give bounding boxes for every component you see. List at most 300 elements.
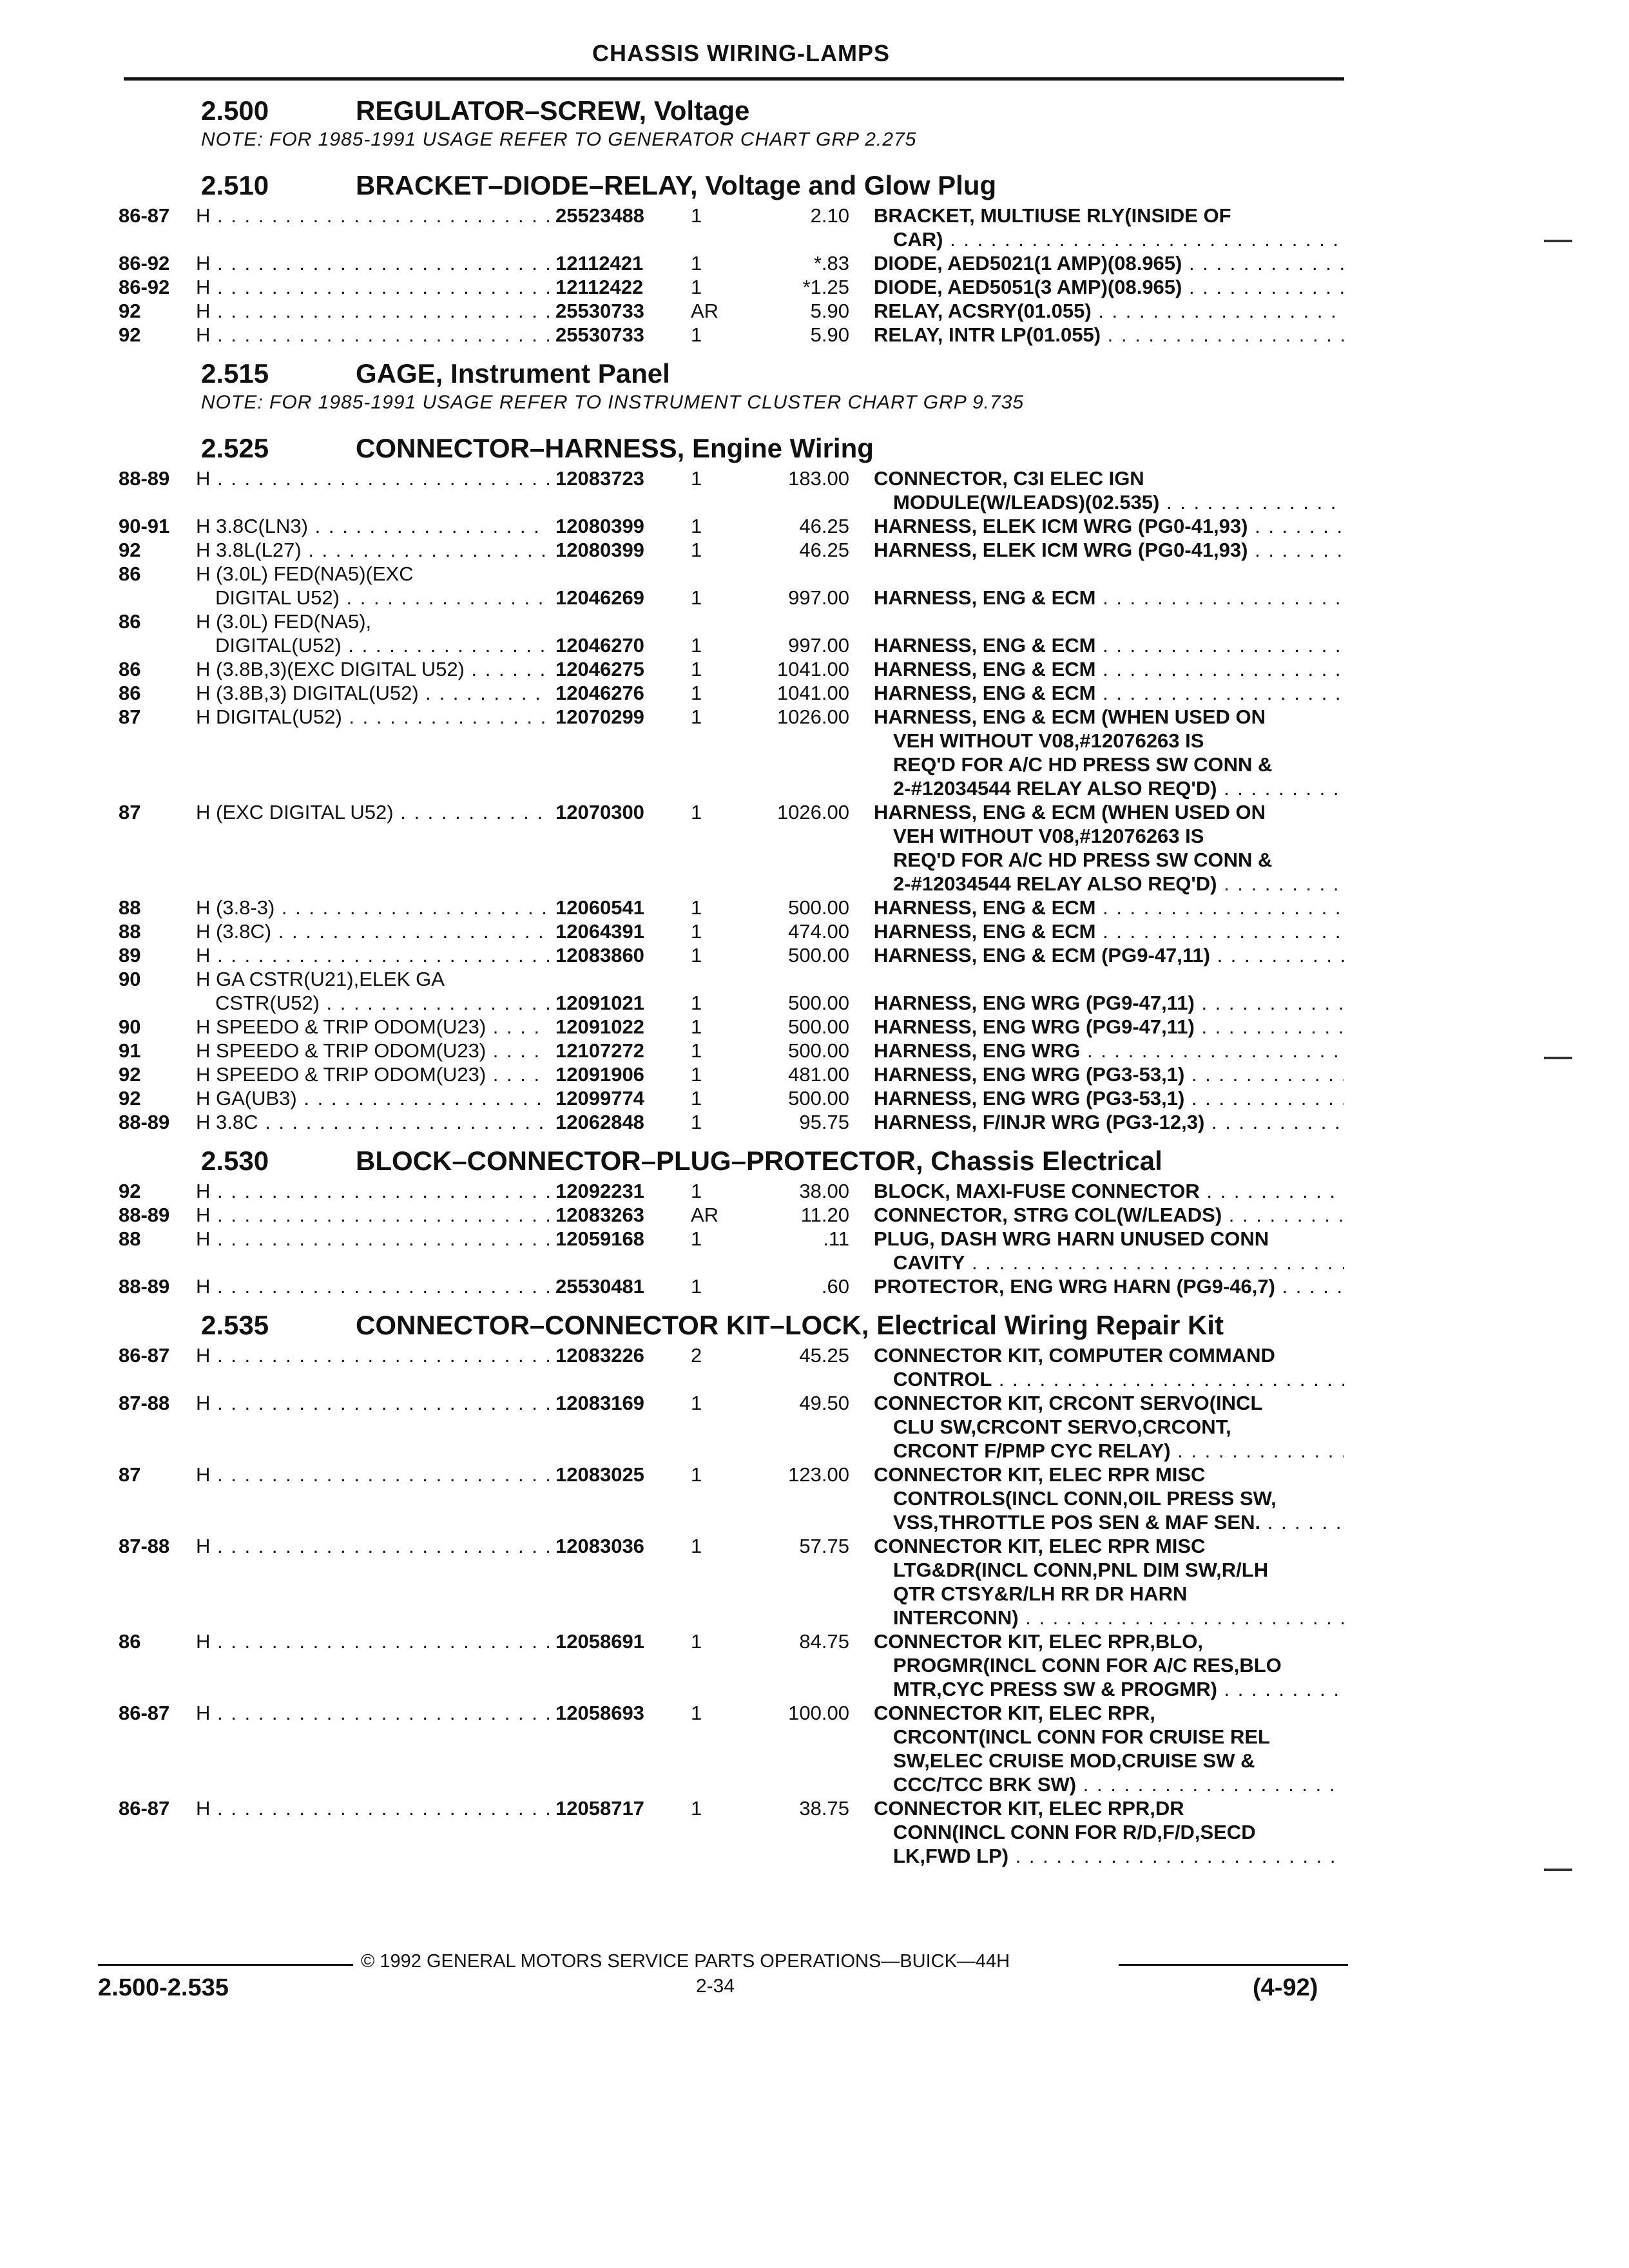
part-name-text: HARNESS, ELEK ICM WRG (PG0-41,93) xyxy=(874,515,1248,537)
part-name xyxy=(874,299,1344,323)
usage-description xyxy=(196,1039,549,1062)
part-row xyxy=(0,681,1629,705)
usage-description xyxy=(196,681,549,705)
part-name-line xyxy=(874,323,1344,347)
section-name-text: BRACKET–DIODE–RELAY, xyxy=(356,170,698,200)
part-name-text: MTR,CYC PRESS SW & PROGMR) xyxy=(893,1678,1217,1700)
part-name-line xyxy=(874,1534,1344,1558)
part-number: 25530733 xyxy=(555,300,644,322)
price: 474.00 xyxy=(788,920,849,943)
part-name-text: CONNECTOR, STRG COL(W/LEADS) xyxy=(874,1204,1222,1226)
part-name-text: CRCONT(INCL CONN FOR CRUISE REL xyxy=(893,1725,1270,1748)
part-name xyxy=(874,514,1344,538)
usage-text: H (3.0L) FED(NA5), xyxy=(196,610,372,633)
usage-text: H (3.8B,3) DIGITAL(U52) xyxy=(196,682,419,704)
part-name-text: CAR) xyxy=(893,228,943,251)
quantity: 1 xyxy=(691,1227,702,1250)
section-name xyxy=(356,95,749,126)
usage-line xyxy=(196,299,549,323)
usage-description xyxy=(196,1391,549,1415)
usage-text: H xyxy=(196,1180,211,1202)
usage-text: H xyxy=(196,276,211,298)
quantity: 1 xyxy=(691,1392,702,1414)
price: 49.50 xyxy=(799,1392,849,1414)
margin-tick-mark xyxy=(1544,1869,1572,1871)
part-name-line xyxy=(874,1203,1344,1227)
usage-text: DIGITAL(U52) xyxy=(215,634,342,657)
usage-line xyxy=(196,610,549,633)
usage-text: H xyxy=(196,204,211,227)
quantity: 1 xyxy=(691,586,702,609)
part-name-line xyxy=(874,872,1344,896)
part-name-text: CAVITY xyxy=(893,1251,965,1274)
part-name-text: PROTECTOR, ENG WRG HARN (PG9-46,7) xyxy=(874,1275,1275,1298)
price: .11 xyxy=(823,1227,849,1250)
part-number: 12080399 xyxy=(555,539,644,561)
part-name-line xyxy=(874,848,1344,872)
usage-line xyxy=(196,1463,549,1486)
part-name-line xyxy=(874,1039,1344,1062)
part-number: 12070300 xyxy=(555,801,644,823)
usage-line xyxy=(196,705,549,729)
part-row xyxy=(0,466,1629,514)
part-name-text: HARNESS, ENG & ECM (WHEN USED ON xyxy=(874,706,1266,728)
quantity: 1 xyxy=(691,944,702,966)
part-name-line xyxy=(874,1796,1344,1820)
usage-text: H (3.8B,3)(EXC DIGITAL U52) xyxy=(196,658,465,680)
part-name-text: HARNESS, ENG & ECM xyxy=(874,896,1096,919)
price: .60 xyxy=(821,1275,849,1298)
part-number: 12046276 xyxy=(555,682,644,704)
model-year: 88 xyxy=(119,1227,141,1250)
usage-description xyxy=(196,1629,549,1653)
usage-line xyxy=(196,1203,549,1227)
usage-text: H (3.8-3) xyxy=(196,896,275,919)
part-name-line xyxy=(874,824,1344,848)
price: 5.90 xyxy=(810,300,849,322)
part-name-text: LTG&DR(INCL CONN,PNL DIM SW,R/LH xyxy=(893,1559,1269,1581)
usage-text: CSTR(U52) xyxy=(215,992,320,1014)
part-name-text: HARNESS, ELEK ICM WRG (PG0-41,93) xyxy=(874,539,1248,561)
usage-description xyxy=(196,1701,549,1725)
part-row xyxy=(0,1227,1629,1274)
model-year: 92 xyxy=(119,300,141,322)
part-name xyxy=(874,1391,1344,1463)
part-name-line xyxy=(874,1749,1344,1773)
usage-text: H xyxy=(196,1630,211,1653)
part-row xyxy=(0,323,1629,347)
part-name-line xyxy=(874,1110,1344,1134)
part-number: 12058691 xyxy=(555,1630,644,1653)
part-name-text: HARNESS, ENG & ECM xyxy=(874,658,1096,680)
part-name xyxy=(874,1796,1344,1868)
model-year: 86 xyxy=(119,562,141,585)
part-name-line xyxy=(874,943,1344,967)
price: 481.00 xyxy=(788,1063,849,1086)
price: 183.00 xyxy=(788,467,849,490)
part-number: 12046275 xyxy=(555,658,644,680)
part-number: 12083025 xyxy=(555,1463,644,1486)
part-name-line xyxy=(874,1439,1344,1463)
usage-text: H xyxy=(196,1275,211,1298)
model-year: 90 xyxy=(119,968,141,990)
part-name-line xyxy=(874,1773,1344,1796)
part-name-text: REQ'D FOR A/C HD PRESS SW CONN & xyxy=(893,849,1273,871)
part-name-line xyxy=(874,1391,1344,1415)
part-name xyxy=(874,896,1344,919)
part-name-line xyxy=(874,896,1344,919)
model-year: 86-92 xyxy=(119,276,170,298)
part-name xyxy=(874,204,1344,251)
usage-text: H xyxy=(196,1204,211,1226)
part-name xyxy=(874,1110,1344,1134)
quantity: 1 xyxy=(691,896,702,919)
part-name xyxy=(874,1629,1344,1701)
price: 38.00 xyxy=(799,1180,849,1202)
usage-line xyxy=(196,681,549,705)
margin-tick-mark xyxy=(1544,240,1572,242)
model-year: 92 xyxy=(119,1180,141,1202)
usage-line xyxy=(196,275,549,299)
section-name-text: GAGE, xyxy=(356,358,443,389)
part-name xyxy=(874,1086,1344,1110)
part-row xyxy=(0,610,1629,657)
model-year: 86-87 xyxy=(119,1702,170,1724)
part-name xyxy=(874,1039,1344,1062)
part-row xyxy=(0,1015,1629,1039)
usage-description xyxy=(196,1203,549,1227)
price: 1041.00 xyxy=(776,682,849,704)
section-number: 2.535 xyxy=(201,1310,269,1340)
model-year: 87 xyxy=(119,1463,141,1486)
section-name-text: BLOCK–CONNECTOR–PLUG–PROTECTOR, xyxy=(356,1146,923,1176)
usage-line xyxy=(196,1701,549,1725)
price: 5.90 xyxy=(810,323,849,346)
part-name-text: CCC/TCC BRK SW) xyxy=(893,1773,1077,1796)
usage-line xyxy=(196,514,549,538)
model-year: 90 xyxy=(119,1015,141,1038)
part-name-line xyxy=(874,991,1344,1015)
usage-description xyxy=(196,514,549,538)
header-rule xyxy=(124,77,1344,81)
usage-description xyxy=(196,204,549,227)
usage-line xyxy=(196,1274,549,1298)
part-name-line xyxy=(874,1820,1344,1844)
part-name xyxy=(874,633,1344,657)
section-note: NOTE: FOR 1985-1991 USAGE REFER TO INSTRUMENT CLUSTER CHART GRP 9.735 xyxy=(201,392,1025,413)
part-number: 12112421 xyxy=(555,252,644,274)
part-name-line xyxy=(874,776,1344,800)
quantity: 1 xyxy=(691,1630,702,1653)
part-name-text: RELAY, ACSRY(01.055) xyxy=(874,300,1092,322)
usage-line xyxy=(196,896,549,919)
part-name-line xyxy=(874,1844,1344,1868)
part-row xyxy=(0,1343,1629,1391)
part-name-text: HARNESS, ENG & ECM (WHEN USED ON xyxy=(874,801,1266,823)
part-number: 12058717 xyxy=(555,1797,644,1820)
usage-description xyxy=(196,657,549,681)
part-row xyxy=(0,967,1629,1015)
part-name xyxy=(874,466,1344,514)
usage-description xyxy=(196,323,549,347)
section-number: 2.525 xyxy=(201,433,269,463)
quantity: 1 xyxy=(691,467,702,490)
quantity: AR xyxy=(691,300,719,322)
part-name-text: PROGMR(INCL CONN FOR A/C RES,BLO xyxy=(893,1654,1282,1677)
part-name-line xyxy=(874,586,1344,610)
price: *.83 xyxy=(813,252,849,274)
model-year: 88 xyxy=(119,920,141,943)
usage-text: H xyxy=(196,944,211,966)
page-header-title: CHASSIS WIRING-LAMPS xyxy=(592,40,890,66)
model-year: 87 xyxy=(119,706,141,728)
part-name-line xyxy=(874,514,1344,538)
part-name-text: DIODE, AED5051(3 AMP)(08.965) xyxy=(874,276,1182,298)
part-name-text: DIODE, AED5021(1 AMP)(08.965) xyxy=(874,252,1182,274)
usage-text: DIGITAL U52) xyxy=(215,586,340,609)
quantity: 1 xyxy=(691,323,702,346)
section-name xyxy=(356,170,996,201)
quantity: 1 xyxy=(691,1535,702,1557)
part-name-text: QTR CTSY&R/LH RR DR HARN xyxy=(893,1582,1188,1605)
usage-description xyxy=(196,896,549,919)
usage-description xyxy=(196,943,549,967)
part-name-line xyxy=(874,275,1344,299)
usage-text: H 3.8C xyxy=(196,1111,258,1133)
part-name-line xyxy=(874,800,1344,824)
part-name xyxy=(874,1062,1344,1086)
quantity: 1 xyxy=(691,252,702,274)
part-row xyxy=(0,943,1629,967)
part-name-line xyxy=(874,1179,1344,1203)
usage-line xyxy=(196,1110,549,1134)
usage-line xyxy=(196,538,549,562)
quantity: 1 xyxy=(691,1063,702,1086)
price: 38.75 xyxy=(799,1797,849,1820)
part-name-text: CONTROL xyxy=(893,1368,992,1390)
usage-description xyxy=(196,1463,549,1486)
price: 500.00 xyxy=(788,896,849,919)
part-name-text: HARNESS, ENG WRG (PG3-53,1) xyxy=(874,1063,1185,1086)
part-name xyxy=(874,991,1344,1015)
price: *1.25 xyxy=(802,276,849,298)
footer-rule-right xyxy=(1119,1964,1348,1966)
part-number: 12064391 xyxy=(555,920,644,943)
usage-text: H xyxy=(196,1463,211,1486)
part-name-line xyxy=(874,538,1344,562)
usage-text: H DIGITAL(U52) xyxy=(196,706,342,728)
model-year: 86 xyxy=(119,1630,141,1653)
part-name-line xyxy=(874,251,1344,275)
model-year: 88-89 xyxy=(119,1204,170,1226)
usage-text: H GA(UB3) xyxy=(196,1087,297,1110)
usage-line xyxy=(196,1015,549,1039)
usage-text: H xyxy=(196,323,211,346)
usage-line xyxy=(196,1039,549,1062)
part-row xyxy=(0,1796,1629,1868)
part-number: 12091022 xyxy=(555,1015,644,1038)
price: 500.00 xyxy=(788,992,849,1014)
quantity: 1 xyxy=(691,634,702,657)
part-name-text: CONNECTOR KIT, ELEC RPR, xyxy=(874,1702,1155,1724)
usage-line xyxy=(196,323,549,347)
part-name-text: VEH WITHOUT V08,#12076263 IS xyxy=(893,729,1204,752)
part-name-line xyxy=(874,1653,1344,1677)
quantity: 1 xyxy=(691,1180,702,1202)
part-name xyxy=(874,943,1344,967)
quantity: 1 xyxy=(691,276,702,298)
part-name-line xyxy=(874,1629,1344,1653)
quantity: 1 xyxy=(691,204,702,227)
part-name-text: VEH WITHOUT V08,#12076263 IS xyxy=(893,825,1204,847)
usage-line xyxy=(196,633,549,657)
usage-line xyxy=(196,1062,549,1086)
part-number: 12060541 xyxy=(555,896,644,919)
part-name-line xyxy=(874,466,1344,490)
quantity: 1 xyxy=(691,801,702,823)
usage-description xyxy=(196,919,549,943)
part-name xyxy=(874,1203,1344,1227)
part-name-line xyxy=(874,227,1344,251)
quantity: 1 xyxy=(691,1087,702,1110)
usage-description xyxy=(196,299,549,323)
part-name-text: LK,FWD LP) xyxy=(893,1845,1009,1867)
part-name-text: HARNESS, ENG & ECM xyxy=(874,682,1096,704)
quantity: 1 xyxy=(691,1463,702,1486)
model-year: 86 xyxy=(119,658,141,680)
part-number: 12092231 xyxy=(555,1180,644,1202)
part-name-text: HARNESS, F/INJR WRG (PG3-12,3) xyxy=(874,1111,1205,1133)
part-row xyxy=(0,1629,1629,1701)
model-year: 88 xyxy=(119,896,141,919)
part-name-text: HARNESS, ENG WRG (PG9-47,11) xyxy=(874,992,1195,1014)
usage-description xyxy=(196,800,549,824)
usage-line xyxy=(196,919,549,943)
model-year: 88-89 xyxy=(119,467,170,490)
quantity: AR xyxy=(691,1204,719,1226)
part-number: 12062848 xyxy=(555,1111,644,1133)
usage-text: H xyxy=(196,1227,211,1250)
model-year: 90-91 xyxy=(119,515,170,537)
usage-text: H xyxy=(196,300,211,322)
usage-text: H xyxy=(196,1797,211,1820)
part-name-text: CONNECTOR KIT, COMPUTER COMMAND xyxy=(874,1344,1275,1367)
usage-description xyxy=(196,1343,549,1367)
part-name-line xyxy=(874,681,1344,705)
part-number: 12083723 xyxy=(555,467,644,490)
part-name-line xyxy=(874,1343,1344,1367)
part-row xyxy=(0,1274,1629,1298)
part-row xyxy=(0,657,1629,681)
usage-line xyxy=(196,943,549,967)
part-name xyxy=(874,1015,1344,1039)
part-name-text: HARNESS, ENG & ECM xyxy=(874,920,1096,943)
model-year: 92 xyxy=(119,1063,141,1086)
part-name-line xyxy=(874,919,1344,943)
model-year: 86-92 xyxy=(119,252,170,274)
quantity: 1 xyxy=(691,1015,702,1038)
part-name-text: BRACKET, MULTIUSE RLY(INSIDE OF xyxy=(874,204,1231,227)
part-row xyxy=(0,705,1629,800)
part-row xyxy=(0,1110,1629,1134)
price: 123.00 xyxy=(788,1463,849,1486)
part-number: 12058693 xyxy=(555,1702,644,1724)
usage-description xyxy=(196,1796,549,1820)
price: 500.00 xyxy=(788,944,849,966)
model-year: 86-87 xyxy=(119,1344,170,1367)
part-name xyxy=(874,681,1344,705)
model-year: 86 xyxy=(119,682,141,704)
usage-line xyxy=(196,800,549,824)
part-name-text: CONN(INCL CONN FOR R/D,F/D,SECD xyxy=(893,1821,1256,1843)
usage-line xyxy=(196,1629,549,1653)
part-name-text: HARNESS, ENG WRG (PG3-53,1) xyxy=(874,1087,1185,1110)
part-name xyxy=(874,1343,1344,1391)
part-name-line xyxy=(874,1015,1344,1039)
part-row xyxy=(0,1179,1629,1203)
part-row xyxy=(0,562,1629,610)
part-row xyxy=(0,1534,1629,1629)
usage-description xyxy=(196,538,549,562)
section-name xyxy=(356,433,874,464)
usage-description xyxy=(196,705,549,729)
part-name-line xyxy=(874,1510,1344,1534)
part-name-text: HARNESS, ENG & ECM (PG9-47,11) xyxy=(874,944,1210,966)
part-number: 25523488 xyxy=(555,204,644,227)
usage-description xyxy=(196,1227,549,1251)
usage-line xyxy=(196,1086,549,1110)
usage-description xyxy=(196,1086,549,1110)
part-name xyxy=(874,251,1344,275)
usage-line xyxy=(196,251,549,275)
usage-text: H xyxy=(196,252,211,274)
model-year: 91 xyxy=(119,1039,141,1062)
model-year: 92 xyxy=(119,539,141,561)
part-name xyxy=(874,1274,1344,1298)
part-name-line xyxy=(874,1274,1344,1298)
usage-text: H xyxy=(196,1535,211,1557)
part-name-line xyxy=(874,490,1344,514)
quantity: 1 xyxy=(691,706,702,728)
price: 46.25 xyxy=(799,539,849,561)
part-number: 12046269 xyxy=(555,586,644,609)
section-subtitle: Voltage and Glow Plug xyxy=(705,170,997,200)
section-number: 2.500 xyxy=(201,95,269,126)
usage-text: H xyxy=(196,1702,211,1724)
model-year: 87 xyxy=(119,801,141,823)
part-name-text: HARNESS, ENG WRG (PG9-47,11) xyxy=(874,1015,1195,1038)
part-name-text: 2-#12034544 RELAY ALSO REQ'D) xyxy=(893,777,1217,800)
part-name xyxy=(874,323,1344,347)
price: 500.00 xyxy=(788,1015,849,1038)
part-row xyxy=(0,1039,1629,1062)
usage-description xyxy=(196,275,549,299)
part-name-text: HARNESS, ENG WRG xyxy=(874,1039,1081,1062)
usage-text: H SPEEDO & TRIP ODOM(U23) xyxy=(196,1015,487,1038)
section-subtitle: Chassis Electrical xyxy=(930,1146,1162,1176)
model-year: 86-87 xyxy=(119,204,170,227)
quantity: 1 xyxy=(691,1111,702,1133)
usage-line xyxy=(196,991,549,1015)
part-name-text: VSS,THROTTLE POS SEN & MAF SEN. xyxy=(893,1511,1261,1533)
part-name-text: CLU SW,CRCONT SERVO,CRCONT, xyxy=(893,1416,1231,1438)
part-name-line xyxy=(874,1486,1344,1510)
part-name-text: CONNECTOR KIT, ELEC RPR,BLO, xyxy=(874,1630,1203,1653)
usage-line xyxy=(196,967,549,991)
usage-line xyxy=(196,657,549,681)
section-name-text: CONNECTOR–HARNESS, xyxy=(356,433,685,463)
part-number: 12070299 xyxy=(555,706,644,728)
